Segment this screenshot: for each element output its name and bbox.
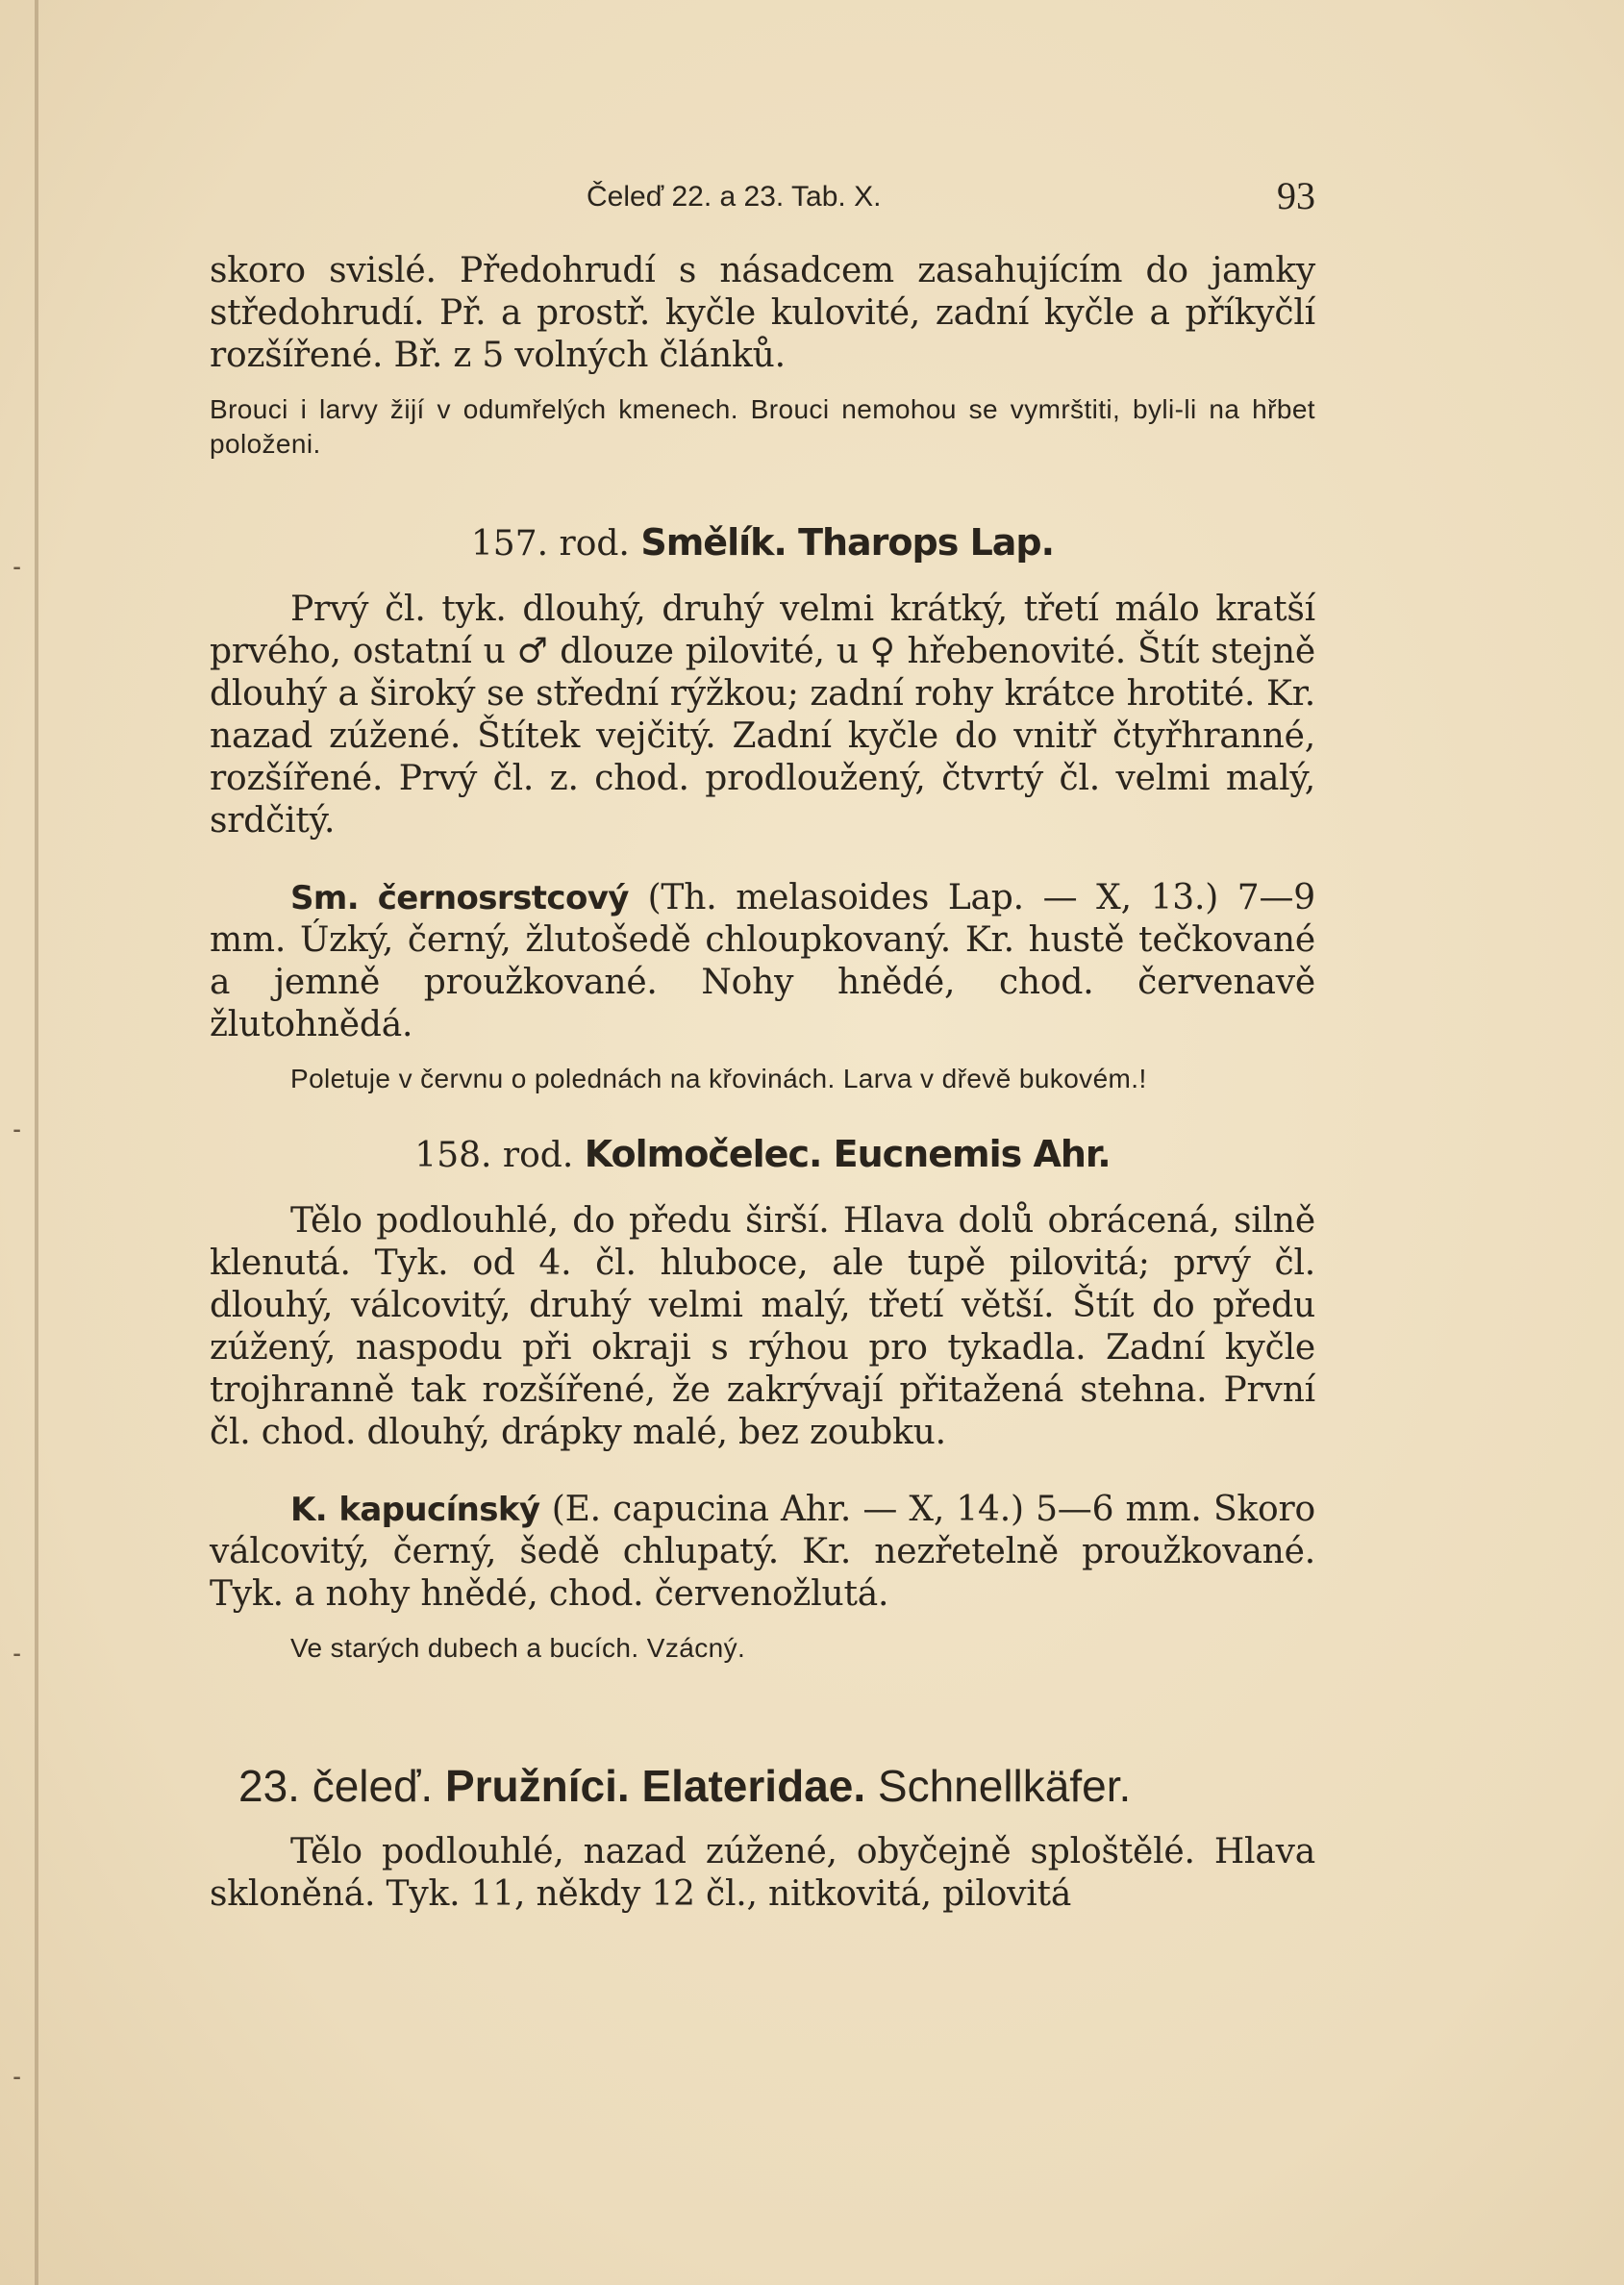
page-number: 93 <box>1277 174 1315 217</box>
species-description: Úzký, černý, žlutošedě chloupkovaný. Kr. hustě tečkované a jemně proužkované. Nohy hnědé, chod. červenavě žlutohnědá. <box>210 920 1315 1044</box>
margin-mark-icon: ⁃ <box>12 2068 22 2092</box>
header-title: Čeleď 22. a 23. Tab. X. <box>587 181 882 213</box>
family-name: Pružníci. Elateridae. <box>444 1761 866 1811</box>
genus-number: 158. rod. <box>414 1136 574 1175</box>
species-reference: (E. capucina Ahr. — X, 14.) 5—6 mm. <box>551 1490 1202 1529</box>
species-note: Ve starých dubech a bucích. Vzácný. <box>290 1633 746 1663</box>
species-note: Poletuje v červnu o polednách na křovinách. Larva v dřevě bukovém.! <box>290 1064 1147 1093</box>
page-binding-edge <box>35 0 38 2285</box>
species-entry <box>210 1489 1315 1616</box>
genus-heading-158 <box>210 1131 1315 1179</box>
genus-heading-157 <box>210 519 1315 567</box>
intro-paragraph: skoro svislé. Předohrudí s násadcem zasahujícím do jamky středohrudí. Př. a prostř. kyčle kulovité, zadní kyčle a příkyčlí rozšířené. Bř. z 5 volných článků. <box>210 251 1315 375</box>
family-heading-23 <box>238 1758 1315 1814</box>
intro-note: Brouci i larvy žijí v odumřelých kmenech. Brouci nemohou se vymrštiti, byli-li na hřbet položeni. <box>210 394 1315 459</box>
species-description: Skoro válcovitý, černý, šedě chlupatý. Kr. nezřetelně proužkované. Tyk. a nohy hnědé, chod. červenožlutá. <box>210 1490 1315 1614</box>
family-description: Tělo podlouhlé, nazad zúžené, obyčejně sploštělé. Hlava skloněná. Tyk. 11, někdy 12 čl., nitkovitá, pilovitá <box>210 1832 1315 1914</box>
family-number: 23. čeleď. <box>238 1761 434 1811</box>
species-name: Sm. černosrstcový <box>290 879 629 917</box>
margin-mark-icon: ⁃ <box>12 1645 22 1669</box>
margin-mark-icon: ⁃ <box>12 558 22 582</box>
genus-description: Tělo podlouhlé, do předu širší. Hlava dolů obrácená, silně klenutá. Tyk. od 4. čl. hluboce, ale tupě pilovitá; prvý čl. dlouhý, válcovitý, druhý velmi malý, třetí větší. Štít do předu zúžený, naspodu při okraji s rýhou pro tykadla. Zadní kyčle trojhranně tak rozšířené, že zakrývají přitažená stehna. První čl. chod. dlouhý, drápky malé, bez zoubku. <box>210 1201 1315 1452</box>
species-name: K. kapucínský <box>290 1491 540 1529</box>
page-content <box>210 173 1315 1916</box>
genus-name: Kolmočelec. Eucnemis Ahr. <box>584 1133 1111 1175</box>
margin-mark-icon: ⁃ <box>12 1120 22 1144</box>
species-entry <box>210 877 1315 1046</box>
species-reference: (Th. melasoides Lap. — X, 13.) 7—9 mm. <box>210 878 1315 960</box>
genus-name: Smělík. Tharops Lap. <box>640 521 1055 564</box>
family-german-name: Schnellkäfer. <box>877 1761 1132 1811</box>
genus-description: Prvý čl. tyk. dlouhý, druhý velmi krátký, třetí málo kratší prvého, ostatní u ♂ dlouze pilovité, u ♀ hřebenovité. Štít stejně dlouhý a široký se střední rýžkou; zadní rohy krátce hrotité. Kr. nazad zúžené. Štítek vejčitý. Zadní kyčle do vnitř čtyřhranné, rozšířené. Prvý čl. z. chod. prodloužený, čtvrtý čl. velmi malý, srdčitý. <box>210 590 1315 841</box>
genus-number: 157. rod. <box>470 524 630 564</box>
running-header <box>210 173 1315 223</box>
